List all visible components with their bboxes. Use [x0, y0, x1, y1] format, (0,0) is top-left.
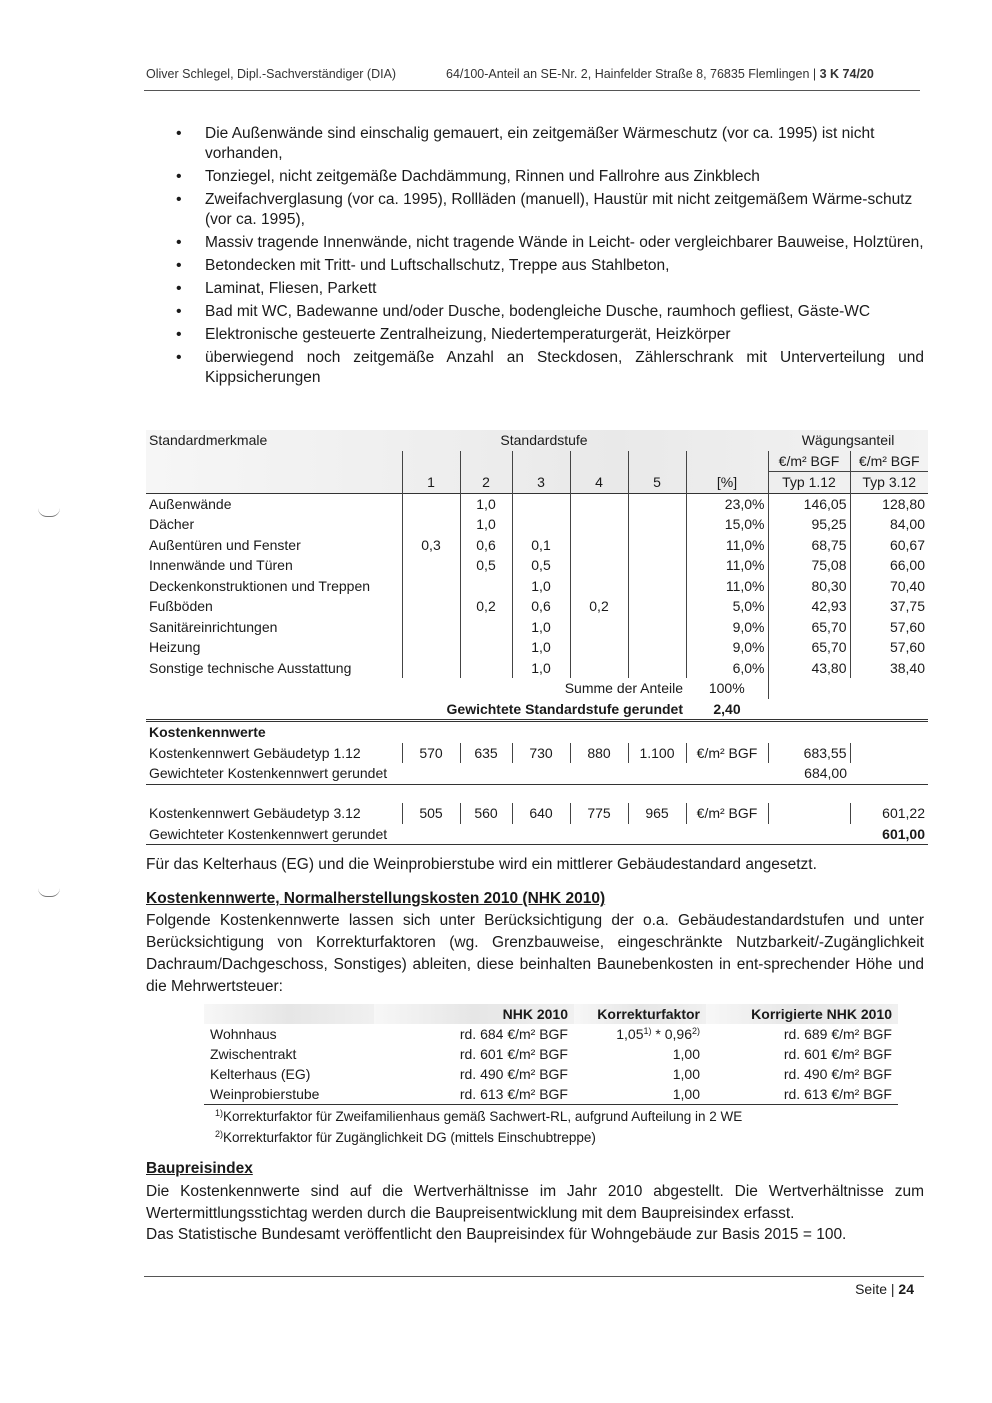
footnote-1: [215, 1107, 742, 1127]
punch-mark: [38, 508, 60, 517]
row-label: Dächer: [149, 516, 195, 533]
gewichtete-standardstufe-label: Gewichtete Standardstufe gerundet: [446, 700, 683, 717]
header-typ-1: Typ 1.12: [768, 472, 850, 494]
page-header: [146, 64, 920, 84]
table-row: [146, 535, 928, 556]
cell: 1,0: [512, 617, 570, 638]
cell: [570, 493, 628, 514]
cell: [402, 493, 460, 514]
page-number: 24: [898, 1281, 914, 1297]
cell: 15,0%: [686, 514, 768, 535]
cell: 57,60: [850, 637, 928, 658]
cell: 57,60: [850, 617, 928, 638]
cell: 880: [570, 743, 628, 764]
cell: 1,00: [672, 1066, 700, 1082]
cell: 1,0: [460, 493, 512, 514]
cell: [628, 576, 686, 597]
footnote-mark: 1): [215, 1108, 224, 1118]
korr-value-a: 1,05: [616, 1026, 644, 1042]
cell: [512, 514, 570, 535]
cell: [402, 555, 460, 576]
header-waegungsanteil: Wägungsanteil: [801, 432, 895, 449]
cell: 23,0%: [686, 493, 768, 514]
row-label: Kelterhaus (EG): [210, 1066, 311, 1082]
row-label: Sanitäreinrichtungen: [149, 618, 278, 635]
rounded-value-1: 684,00: [804, 765, 847, 782]
row-label: Weinprobierstube: [210, 1086, 320, 1102]
cell: 560: [460, 803, 512, 824]
nhk-section-title: Kostenkennwerte, Normalherstellungskosten 2010 (NHK 2010): [146, 890, 606, 907]
table-row: [146, 803, 928, 824]
footer-divider: [144, 1276, 924, 1277]
punch-mark: [38, 888, 60, 897]
cell: 1,00: [672, 1086, 700, 1102]
cell: [512, 493, 570, 514]
cell: [402, 576, 460, 597]
cell: 80,30: [768, 576, 850, 597]
table-row: [146, 743, 928, 764]
table-row: [146, 596, 928, 617]
kelterhaus-paragraph: Für das Kelterhaus (EG) und die Weinprobierstube wird ein mittlerer Gebäudestandard angesetzt.: [146, 856, 817, 873]
cell: 0,1: [512, 535, 570, 556]
row-label: Heizung: [149, 639, 201, 656]
row-label: Sonstige technische Ausstattung: [149, 659, 352, 676]
kostenkennwerte-table: [146, 721, 928, 785]
cell: 5,0%: [686, 596, 768, 617]
cell: [570, 658, 628, 679]
cell: 128,80: [850, 493, 928, 514]
row-label: Außentüren und Fenster: [149, 536, 301, 553]
cell: 75,08: [768, 555, 850, 576]
header-case-ref: 3 K 74/20: [819, 67, 874, 81]
row-label: Kostenkennwert Gebäudetyp 1.12: [149, 744, 361, 761]
cell: [460, 576, 512, 597]
cell: rd. 601 €/m² BGF: [459, 1046, 568, 1062]
footnote-text: Korrekturfaktor für Zugänglichkeit DG (mittels Einschubtreppe): [223, 1130, 596, 1145]
cell: 11,0%: [686, 576, 768, 597]
cell: 1,0: [512, 658, 570, 679]
header-korrekturfaktor: Korrekturfaktor: [574, 1004, 706, 1024]
list-item: • Laminat, Fliesen, Parkett: [176, 279, 924, 299]
cell: rd. 601 €/m² BGF: [783, 1046, 892, 1062]
nhk-section-text: Folgende Kostenkennwerte lassen sich unter Berücksichtigung der o.a. Gebäudestandardstufen und unter Berücksichtigung von Korrekturfaktoren (wg. Grenzbauweise, eingeschränkte Nutzbarkeit/-Zugänglichkeit Dachraum/Dachgeschoss, Sonstiges) ableiten, diese beinhalten Baunebenkosten in ent-sprechender Höhe und die Mehrwertsteuer:: [146, 912, 924, 995]
cell: 775: [570, 803, 628, 824]
cell: 0,5: [460, 555, 512, 576]
cell: [628, 514, 686, 535]
row-label: Innenwände und Türen: [149, 557, 293, 574]
cell: rd. 613 €/m² BGF: [459, 1086, 568, 1102]
cell: 505: [402, 803, 460, 824]
table-row: [146, 514, 928, 535]
cell: [570, 514, 628, 535]
feature-list: [176, 124, 924, 391]
cell: [628, 493, 686, 514]
header-stufe-1: 1: [402, 472, 460, 494]
rounded-value-2: 601,00: [882, 825, 925, 842]
cell: 601,22: [882, 805, 925, 822]
cell: 965: [628, 803, 686, 824]
cell: 1,0: [512, 637, 570, 658]
cell: 65,70: [768, 617, 850, 638]
table-row: [204, 1064, 898, 1084]
cell: 1,0: [460, 514, 512, 535]
cell: 1,00: [672, 1046, 700, 1062]
list-item: • Tonziegel, nicht zeitgemäße Dachdämmung, Rinnen und Fallrohre aus Zinkblech: [176, 167, 924, 187]
cell: 683,55: [768, 743, 850, 764]
row-label: Deckenkonstruktionen und Treppen: [149, 577, 371, 594]
cell: [570, 637, 628, 658]
row-label: Außenwände: [149, 495, 232, 512]
standard-table: [146, 430, 928, 720]
baupreis-text-1: Die Kostenkennwerte sind auf die Wertverhältnisse im Jahr 2010 abgestellt. Die Wertverhältnisse zum Wertermittlungsstichtag werden durch die Baupreisentwicklung mit dem Baupreisindex erfasst.: [146, 1183, 924, 1222]
footnote-ref-1: 1): [643, 1026, 652, 1036]
cell: rd. 689 €/m² BGF: [783, 1026, 892, 1042]
table-row: [146, 637, 928, 658]
cell: 1,0: [512, 576, 570, 597]
cell: [402, 637, 460, 658]
cell: 6,0%: [686, 658, 768, 679]
cell: rd. 490 €/m² BGF: [459, 1066, 568, 1082]
list-item: • Massiv tragende Innenwände, nicht tragende Wände in Leicht- oder vergleichbarer Bauweise, Holztüren,: [176, 233, 924, 253]
header-property-text: 64/100-Anteil an SE-Nr. 2, Hainfelder Straße 8, 76835 Flemlingen |: [446, 67, 817, 81]
header-nhk-2010: NHK 2010: [374, 1004, 574, 1024]
header-stufe-4: 4: [570, 472, 628, 494]
footnote-ref-2: 2): [691, 1026, 700, 1036]
header-stufe-3: 3: [512, 472, 570, 494]
cell: [628, 637, 686, 658]
header-standardstufe: Standardstufe: [500, 432, 588, 449]
cell: 11,0%: [686, 535, 768, 556]
cell: [570, 576, 628, 597]
footnote-text: Korrekturfaktor für Zweifamilienhaus gemäß Sachwert-RL, aufgrund Aufteilung in 2 WE: [223, 1109, 743, 1124]
cell: 146,05: [768, 493, 850, 514]
header-divider: [144, 90, 920, 91]
table-row: [204, 1084, 898, 1105]
cell: 0,2: [570, 596, 628, 617]
cell: [402, 658, 460, 679]
header-typ-2: Typ 3.12: [850, 472, 928, 494]
cell: [402, 514, 460, 535]
cell: [628, 555, 686, 576]
cell: 9,0%: [686, 637, 768, 658]
korr-value-b: * 0,96: [651, 1026, 692, 1042]
cell: rd. 684 €/m² BGF: [459, 1026, 568, 1042]
footnote-2: [215, 1128, 596, 1148]
row-label: Wohnhaus: [210, 1026, 277, 1042]
header-standardmerkmale: Standardmerkmale: [149, 432, 268, 449]
cell-korrekturfaktor: [574, 1024, 706, 1044]
page-footer: [855, 1279, 914, 1299]
table-row: [146, 576, 928, 597]
table-row: [146, 617, 928, 638]
cell: [570, 555, 628, 576]
cell: [402, 596, 460, 617]
rounded-label: Gewichteter Kostenkennwert gerundet: [149, 825, 388, 842]
list-item: • Zweifachverglasung (vor ca. 1995), Rollläden (manuell), Haustür mit nicht zeitgemäßem Wärme-schutz (vor ca. 1995),: [176, 190, 924, 230]
header-property: [446, 64, 874, 84]
cell: 0,6: [512, 596, 570, 617]
cell: 9,0%: [686, 617, 768, 638]
cell: 42,93: [768, 596, 850, 617]
header-percent: [%]: [686, 472, 768, 494]
cell: €/m² BGF: [686, 803, 768, 824]
cell: [570, 617, 628, 638]
cell: 70,40: [850, 576, 928, 597]
cell: 95,25: [768, 514, 850, 535]
footnote-mark: 2): [215, 1129, 224, 1139]
cell: [628, 617, 686, 638]
header-korrigierte-nhk: Korrigierte NHK 2010: [706, 1004, 898, 1024]
cell: 11,0%: [686, 555, 768, 576]
rounded-label: Gewichteter Kostenkennwert gerundet: [149, 765, 388, 782]
cell: 43,80: [768, 658, 850, 679]
cell: 1.100: [628, 743, 686, 764]
kostenkennwerte-table-2: [146, 803, 928, 845]
cell: [402, 617, 460, 638]
cell: [460, 658, 512, 679]
cell: [628, 658, 686, 679]
cell: 68,75: [768, 535, 850, 556]
cell: 635: [460, 743, 512, 764]
list-item: • Elektronische gesteuerte Zentralheizung, Niedertemperaturgerät, Heizkörper: [176, 325, 924, 345]
list-item: • überwiegend noch zeitgemäße Anzahl an Steckdosen, Zählerschrank mit Unterverteilung und Kippsicherungen: [176, 348, 924, 388]
cell: 66,00: [850, 555, 928, 576]
cell: 0,3: [402, 535, 460, 556]
cell: [460, 617, 512, 638]
table-row: [204, 1024, 898, 1044]
header-author: Oliver Schlegel, Dipl.-Sachverständiger (DIA): [146, 67, 397, 81]
list-item: • Betondecken mit Tritt- und Luftschallschutz, Treppe aus Stahlbeton,: [176, 256, 924, 276]
nhk-table: [204, 1004, 898, 1105]
row-label: Fußböden: [149, 598, 213, 615]
table-row: [146, 493, 928, 514]
header-stufe-5: 5: [628, 472, 686, 494]
cell: [628, 596, 686, 617]
cell: 65,70: [768, 637, 850, 658]
cell: 84,00: [850, 514, 928, 535]
gewichtete-standardstufe-value: 2,40: [713, 700, 741, 717]
kostenkennwerte-title: Kostenkennwerte: [149, 724, 266, 741]
row-label: Kostenkennwert Gebäudetyp 3.12: [149, 805, 361, 822]
summe-value: 100%: [708, 680, 745, 697]
row-label: Zwischentrakt: [210, 1046, 297, 1062]
header-stufe-2: 2: [460, 472, 512, 494]
header-bgf-1: €/m² BGF: [768, 451, 850, 472]
cell: 570: [402, 743, 460, 764]
cell: 730: [512, 743, 570, 764]
cell: [570, 535, 628, 556]
baupreis-title: Baupreisindex: [146, 1160, 253, 1177]
cell: 60,67: [850, 535, 928, 556]
list-item: • Die Außenwände sind einschalig gemauert, ein zeitgemäßer Wärmeschutz (vor ca. 1995) ist nicht vorhanden,: [176, 124, 924, 164]
header-bgf-2: €/m² BGF: [850, 451, 928, 472]
summe-label: Summe der Anteile: [564, 680, 683, 697]
footer-label: Seite |: [855, 1281, 895, 1297]
cell: 37,75: [850, 596, 928, 617]
cell: 0,2: [460, 596, 512, 617]
table-row: [146, 555, 928, 576]
table-row: [204, 1044, 898, 1064]
cell: 0,6: [460, 535, 512, 556]
cell: [460, 637, 512, 658]
cell: 640: [512, 803, 570, 824]
cell: €/m² BGF: [686, 743, 768, 764]
list-item: • Bad mit WC, Badewanne und/oder Dusche, bodengleiche Dusche, raumhoch gefliest, Gäste-WC: [176, 302, 924, 322]
table-row: [146, 658, 928, 679]
cell: 0,5: [512, 555, 570, 576]
cell: rd. 613 €/m² BGF: [783, 1086, 892, 1102]
cell: rd. 490 €/m² BGF: [783, 1066, 892, 1082]
cell: 38,40: [850, 658, 928, 679]
baupreis-text-2: Das Statistische Bundesamt veröffentlicht den Baupreisindex für Wohngebäude zur Basis 2015 = 100.: [146, 1226, 847, 1243]
cell: [628, 535, 686, 556]
